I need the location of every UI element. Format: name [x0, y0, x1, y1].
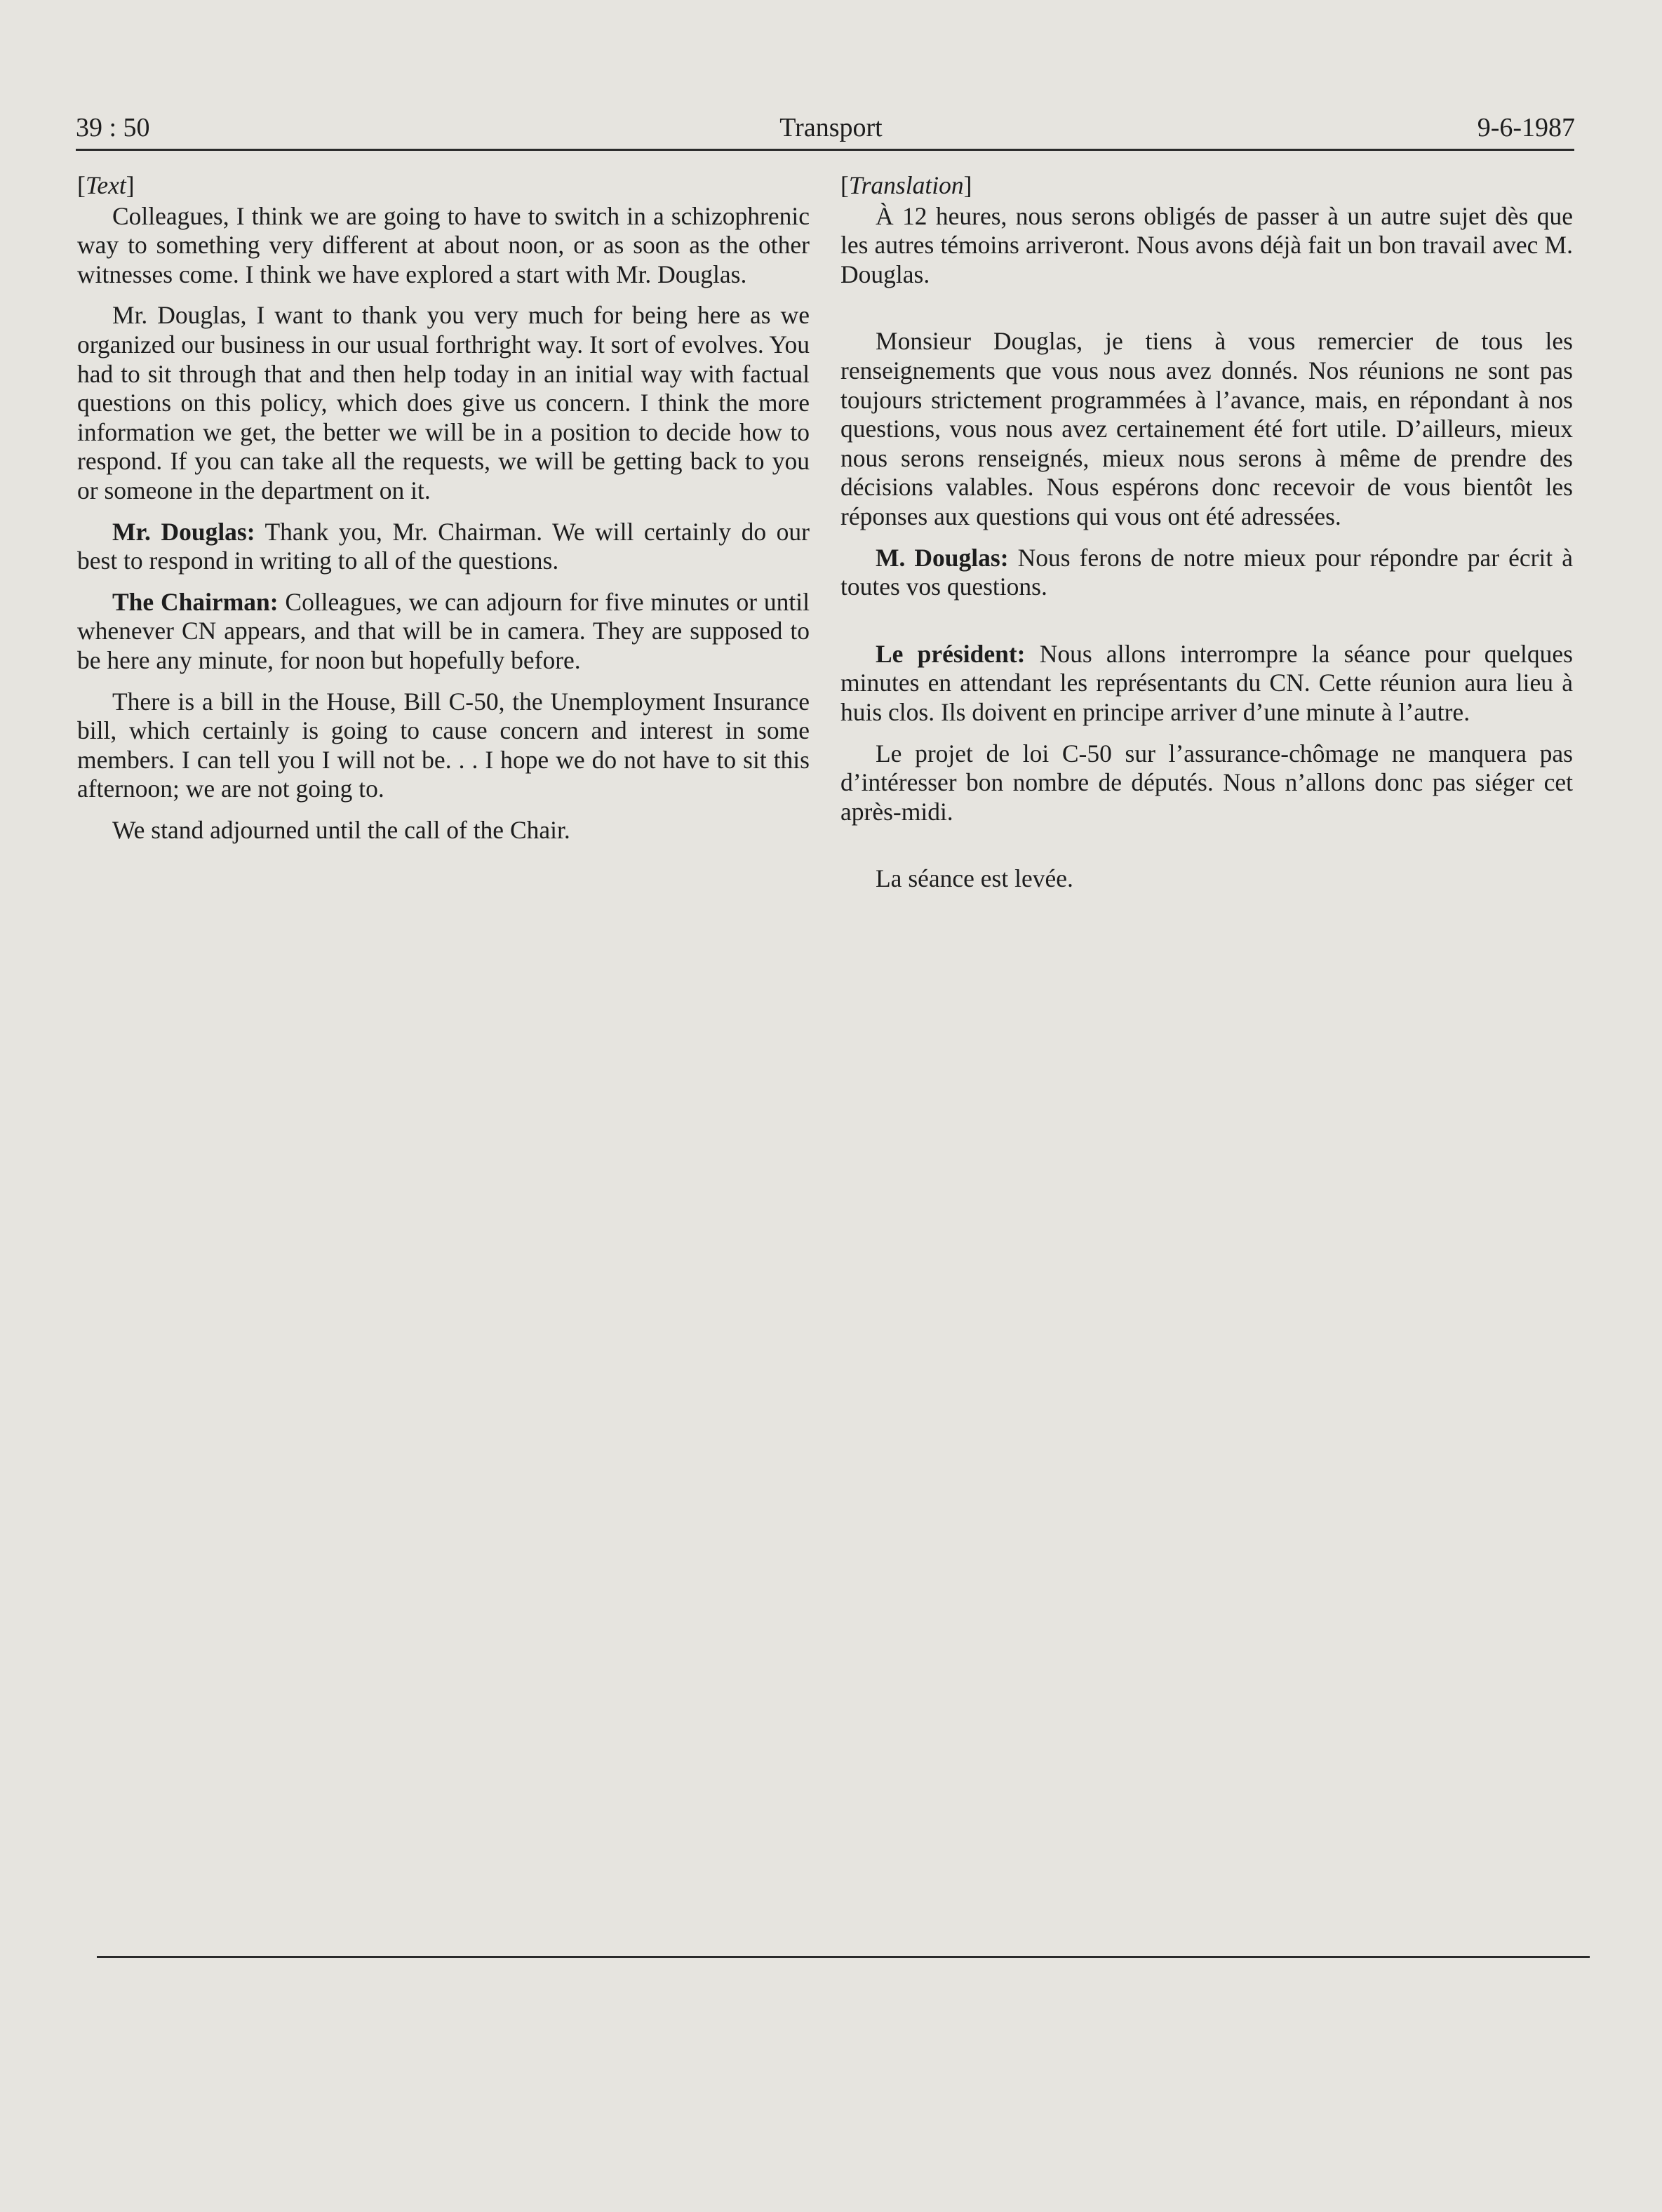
footer-rule	[97, 1956, 1590, 1958]
speaker-text: Thank you, Mr. Chairman. We will certainly do our best to respond in writing to all of the questions.	[77, 517, 810, 575]
speaker-paragraph	[77, 588, 810, 676]
speaker-name: M. Douglas:	[876, 543, 1009, 572]
speaker-name: The Chairman:	[112, 587, 279, 616]
speaker-paragraph	[77, 518, 810, 576]
english-column	[77, 171, 810, 857]
spacer	[840, 838, 1573, 864]
spacer	[840, 301, 1573, 327]
speaker-name: Le président:	[876, 639, 1026, 668]
language-tag: [Text]	[77, 171, 135, 199]
paragraph: La séance est levée.	[876, 864, 1073, 893]
meeting-date: 9-6-1987	[1477, 113, 1575, 142]
speaker-text: Nous allons interrompre la séance pour quelques minutes en attendant les représentants du CN. Cette réunion aura lieu à huis clos. Ils doivent en principe arriver d’une minute à l’autre.	[840, 639, 1573, 726]
speaker-text: Colleagues, we can adjourn for five minutes or until whenever CN appears, and that will be in camera. They are supposed to be here any minute, for noon but hopefully before.	[77, 587, 810, 674]
speaker-paragraph	[840, 544, 1573, 602]
language-tag-label: Text	[85, 171, 126, 199]
header-rule	[76, 149, 1574, 151]
paragraph: Le projet de loi C-50 sur l’assurance-chômage ne manquera pas d’intéresser bon nombre de députés. Nous n’allons donc pas siéger cet après-midi.	[840, 739, 1573, 826]
language-tag: [Translation]	[840, 171, 972, 199]
speaker-paragraph	[840, 640, 1573, 728]
french-column	[840, 171, 1573, 906]
page-number: 39 : 50	[76, 113, 150, 142]
paragraph: Mr. Douglas, I want to thank you very much for being here as we organized our business in our usual forthright way. It sort of evolves. You had to sit through that and then help today in an initial way with factual questions on this policy, which does give us concern. I think the more information we get, the better we will be in a position to decide how to respond. If you can take all the requests, we will be getting back to you or someone in the department on it.	[77, 301, 810, 504]
paragraph: Colleagues, I think we are going to have to switch in a schizophrenic way to something very different at about noon, or as soon as the other witnesses come. I think we have explored a start with Mr. Douglas.	[77, 201, 810, 288]
paragraph: There is a bill in the House, Bill C-50, the Unemployment Insurance bill, which certainly is going to cause concern and interest in some members. I can tell you I will not be. . . I hope we do not have to sit this afternoon; we are not going to.	[77, 687, 810, 803]
language-tag-label: Translation	[848, 171, 964, 199]
committee-title: Transport	[779, 113, 883, 142]
paragraph: Monsieur Douglas, je tiens à vous remercier de tous les renseignements que vous nous avez donnés. Nos réunions ne sont pas toujours strictement programmées à l’avance, mais, en répondant à nos questions, vous nous avez certainement été fort utile. D’ailleurs, mieux nous serons renseignés, mieux nous serons à même de prendre des décisions valables. Nous espérons donc recevoir de vous bientôt les réponses aux questions qui vous ont été adressées.	[840, 327, 1573, 530]
paragraph: We stand adjourned until the call of the Chair.	[112, 815, 570, 844]
paragraph: À 12 heures, nous serons obligés de passer à un autre sujet dès que les autres témoins arriveront. Nous avons déjà fait un bon travail avec M. Douglas.	[840, 201, 1573, 288]
spacer	[840, 614, 1573, 640]
speaker-name: Mr. Douglas:	[112, 517, 255, 546]
speaker-text: Nous ferons de notre mieux pour répondre par écrit à toutes vos questions.	[840, 543, 1573, 601]
